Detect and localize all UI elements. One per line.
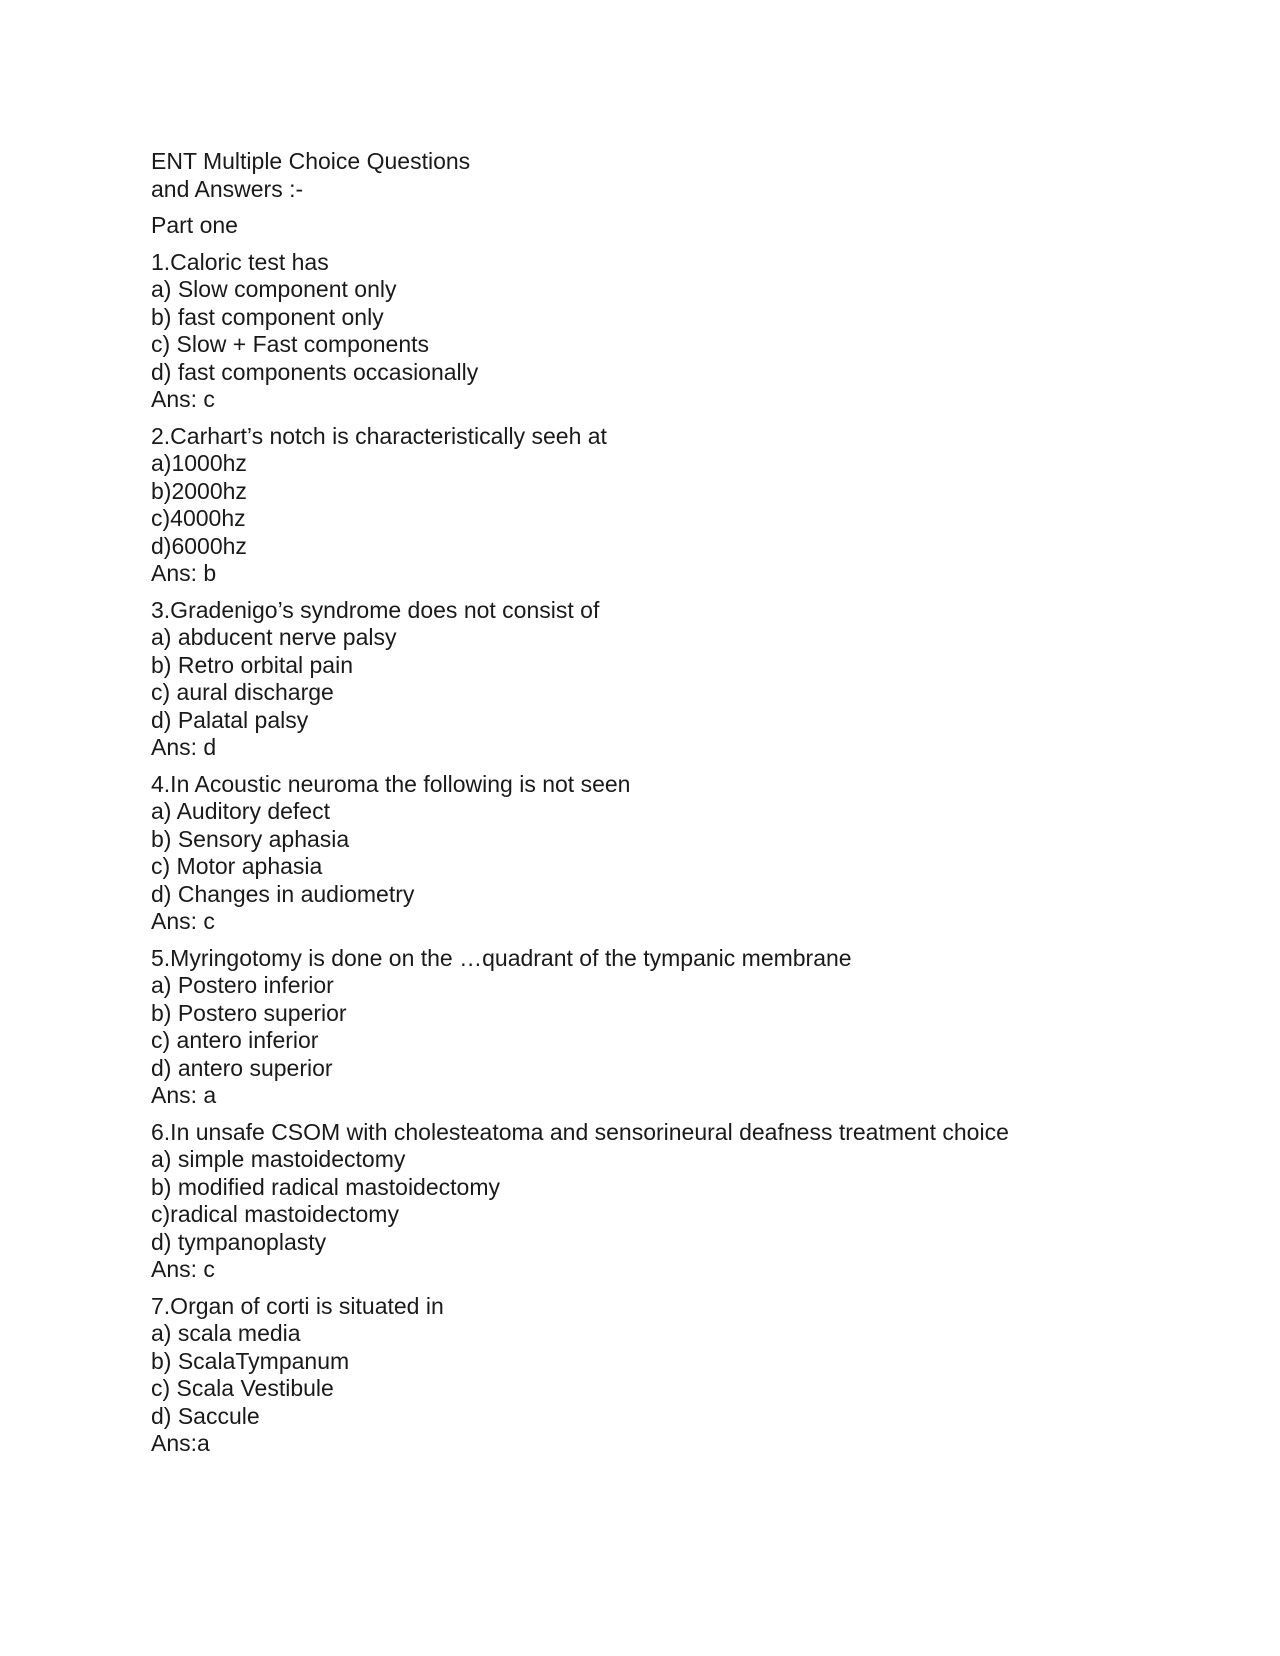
option-c: c) Slow + Fast components [151,331,430,357]
option-c: c) Scala Vestibule [151,1375,334,1401]
document-page [151,148,1231,1467]
answer: Ans: a [151,1082,217,1108]
option-b: b) modified radical mastoidectomy [151,1173,500,1200]
option-d: d) antero superior [151,1054,333,1081]
answer: Ans: c [151,1256,215,1282]
question-text: 2.Carhart’s notch is characteristically seeh at [151,422,607,449]
option-a: a) scala media [151,1320,301,1346]
option-a: a) Auditory defect [151,798,330,824]
part-heading: Part one [151,212,238,238]
question-2 [151,423,1231,588]
option-d: d) fast components occasionally [151,358,479,385]
answer: Ans: c [151,386,215,412]
question-5 [151,945,1231,1110]
option-d: d) Changes in audiometry [151,880,415,907]
question-7 [151,1293,1231,1458]
option-b: b) ScalaTympanum [151,1347,350,1374]
title-line-2: and Answers :- [151,175,304,202]
question-text: 6.In unsafe CSOM with cholesteatoma and sensorineural deafness treatment choice [151,1118,1009,1145]
option-c: c) Motor aphasia [151,853,323,879]
answer: Ans: c [151,908,215,934]
option-a: a) abducent nerve palsy [151,624,397,650]
question-text: 1.Caloric test has [151,248,329,275]
question-text: 4.In Acoustic neuroma the following is not seen [151,770,631,797]
option-d: d) Palatal palsy [151,706,309,733]
option-d: d) tympanoplasty [151,1228,327,1255]
question-6 [151,1119,1231,1284]
document-title [151,148,1231,203]
question-3 [151,597,1231,762]
question-text: 3.Gradenigo’s syndrome does not consist of [151,596,600,623]
option-c: c)4000hz [151,505,246,531]
option-a: a) Postero inferior [151,972,334,998]
option-a: a) Slow component only [151,276,397,302]
title-line-1: ENT Multiple Choice Questions [151,148,471,174]
answer: Ans: d [151,734,217,760]
option-b: b) Retro orbital pain [151,651,353,678]
option-c: c) aural discharge [151,679,334,705]
answer: Ans: b [151,560,217,586]
option-c: c) antero inferior [151,1027,319,1053]
option-b: b) Sensory aphasia [151,825,350,852]
option-b: b) Postero superior [151,999,347,1026]
question-text: 5.Myringotomy is done on the …quadrant of the tympanic membrane [151,944,852,971]
answer: Ans:a [151,1430,210,1456]
question-text: 7.Organ of corti is situated in [151,1292,444,1319]
option-d: d) Saccule [151,1402,260,1429]
option-b: b) fast component only [151,303,384,330]
option-c: c)radical mastoidectomy [151,1201,399,1227]
question-1 [151,249,1231,414]
option-d: d)6000hz [151,532,247,559]
option-a: a)1000hz [151,450,247,476]
option-a: a) simple mastoidectomy [151,1146,406,1172]
option-b: b)2000hz [151,477,247,504]
question-4 [151,771,1231,936]
